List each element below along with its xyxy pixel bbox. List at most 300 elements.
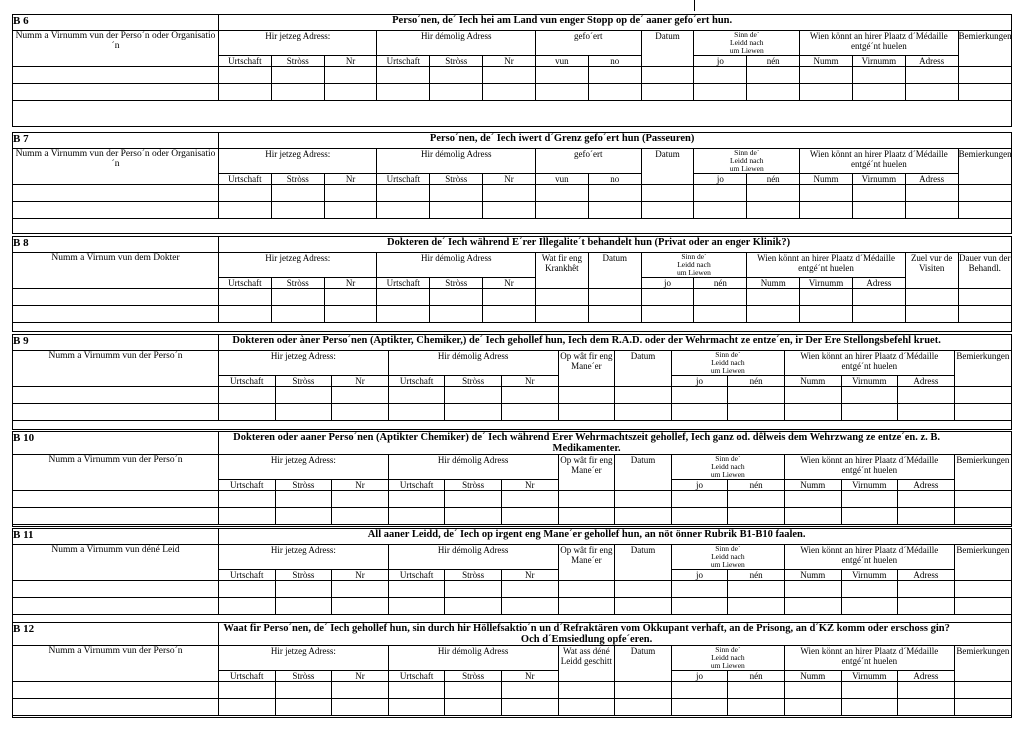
column-header-name: Numm a Virnumm vun der Perso´n xyxy=(13,455,219,491)
cell-street[interactable] xyxy=(445,580,502,597)
cell-locality[interactable] xyxy=(388,403,445,420)
cell-number[interactable] xyxy=(332,682,389,699)
column-header-medal-l2: entgé´nt huelen xyxy=(798,262,854,273)
cell-street[interactable] xyxy=(445,508,502,525)
cell-date[interactable] xyxy=(615,386,672,403)
cell-locality[interactable] xyxy=(219,403,276,420)
cell-surname[interactable] xyxy=(800,83,853,100)
cell-number[interactable] xyxy=(501,597,558,614)
cell-firstname[interactable] xyxy=(852,201,905,218)
cell-locality[interactable] xyxy=(388,682,445,699)
column-header-medal-l1: Wien könnt an hirer Plaatz d´Médaille xyxy=(809,148,948,159)
cell-street[interactable] xyxy=(271,305,324,322)
cell-locality[interactable] xyxy=(219,201,272,218)
cell-illness[interactable] xyxy=(535,305,588,322)
cell-yes[interactable] xyxy=(641,288,694,305)
cell-no[interactable] xyxy=(728,491,785,508)
subheader-surname: Numm xyxy=(800,55,853,66)
cell-name[interactable] xyxy=(13,508,219,525)
table-row[interactable] xyxy=(13,386,1011,403)
subheader-firstname: Virnumm xyxy=(852,173,905,184)
cell-locality[interactable] xyxy=(219,83,272,100)
cell-locality[interactable] xyxy=(219,288,272,305)
cell-address[interactable] xyxy=(898,580,955,597)
cell-yes[interactable] xyxy=(671,508,728,525)
cell-date[interactable] xyxy=(615,580,672,597)
cell-to[interactable] xyxy=(588,184,641,201)
cell-firstname[interactable] xyxy=(841,403,898,420)
subheader-number: Nr xyxy=(501,569,558,580)
column-header-current-address: Hir jetzeg Adress: xyxy=(219,350,389,375)
cell-yes[interactable] xyxy=(694,184,747,201)
cell-locality[interactable] xyxy=(377,305,430,322)
cell-address[interactable] xyxy=(905,184,958,201)
table-row[interactable] xyxy=(13,699,1011,716)
cell-remarks[interactable] xyxy=(958,201,1011,218)
column-header-medal-l1: Wien könnt an hirer Plaatz d´Médaille xyxy=(809,30,948,41)
cell-street[interactable] xyxy=(430,83,483,100)
cell-number[interactable] xyxy=(501,580,558,597)
subheader-from: vun xyxy=(535,55,588,66)
cell-manner[interactable] xyxy=(558,508,615,525)
cell-date[interactable] xyxy=(615,682,672,699)
page-tick-mark xyxy=(694,0,695,11)
cell-remarks[interactable] xyxy=(958,184,1011,201)
cell-no[interactable] xyxy=(694,288,747,305)
cell-locality[interactable] xyxy=(219,491,276,508)
column-header-former-address: Hir démolig Adress xyxy=(388,646,558,671)
cell-number[interactable] xyxy=(483,305,536,322)
cell-number[interactable] xyxy=(483,83,536,100)
cell-yes[interactable] xyxy=(671,699,728,716)
cell-manner[interactable] xyxy=(558,491,615,508)
subheader-number: Nr xyxy=(332,569,389,580)
cell-name[interactable] xyxy=(13,403,219,420)
subheader-number: Nr xyxy=(324,277,377,288)
cell-name[interactable] xyxy=(13,66,219,83)
cell-name[interactable] xyxy=(13,288,219,305)
cell-firstname[interactable] xyxy=(841,580,898,597)
subheader-no: nén xyxy=(728,375,785,386)
cell-street[interactable] xyxy=(430,184,483,201)
cell-street[interactable] xyxy=(275,699,332,716)
column-header-died-l2: Leidd nach xyxy=(730,155,764,165)
column-header-died-l3: um Liewen xyxy=(676,267,711,277)
cell-no[interactable] xyxy=(728,403,785,420)
column-header-died-l2: Leidd nach xyxy=(730,37,764,47)
cell-firstname[interactable] xyxy=(852,66,905,83)
cell-yes[interactable] xyxy=(671,491,728,508)
table-row[interactable] xyxy=(13,508,1011,525)
cell-no[interactable] xyxy=(728,597,785,614)
cell-surname[interactable] xyxy=(800,201,853,218)
cell-name[interactable] xyxy=(13,580,219,597)
cell-name[interactable] xyxy=(13,83,219,100)
cell-to[interactable] xyxy=(588,83,641,100)
column-header-remarks: Bemierkungen xyxy=(954,455,1011,491)
cell-date[interactable] xyxy=(641,66,694,83)
cell-address[interactable] xyxy=(898,491,955,508)
cell-number[interactable] xyxy=(501,491,558,508)
subheader-locality: Urtschaft xyxy=(219,277,272,288)
cell-no[interactable] xyxy=(747,201,800,218)
cell-surname[interactable] xyxy=(784,403,841,420)
cell-surname[interactable] xyxy=(784,699,841,716)
subheader-locality: Urtschaft xyxy=(388,671,445,682)
cell-yes[interactable] xyxy=(671,682,728,699)
cell-locality[interactable] xyxy=(388,580,445,597)
table-row[interactable] xyxy=(13,597,1011,614)
column-header-name: Numm a Virnumm vun der Perso´n xyxy=(13,350,219,386)
table-row[interactable] xyxy=(13,682,1011,699)
cell-no[interactable] xyxy=(747,184,800,201)
subheader-number: Nr xyxy=(332,671,389,682)
cell-what-happened[interactable] xyxy=(558,699,615,716)
cell-street[interactable] xyxy=(430,201,483,218)
cell-number[interactable] xyxy=(332,491,389,508)
cell-street[interactable] xyxy=(430,66,483,83)
cell-name[interactable] xyxy=(13,386,219,403)
cell-firstname[interactable] xyxy=(841,386,898,403)
column-header-name: Numm a Virnum vun dem Dokter xyxy=(13,252,219,288)
column-header-remarks: Bemierkungen xyxy=(954,646,1011,682)
section-b9 xyxy=(12,334,1012,430)
cell-number[interactable] xyxy=(501,403,558,420)
cell-yes[interactable] xyxy=(671,386,728,403)
subheader-surname: Numm xyxy=(747,277,800,288)
cell-remarks[interactable] xyxy=(954,682,1011,699)
cell-no[interactable] xyxy=(728,682,785,699)
cell-street[interactable] xyxy=(275,580,332,597)
cell-locality[interactable] xyxy=(219,305,272,322)
cell-date[interactable] xyxy=(641,83,694,100)
cell-to[interactable] xyxy=(588,201,641,218)
cell-name[interactable] xyxy=(13,682,219,699)
cell-street[interactable] xyxy=(271,288,324,305)
cell-street[interactable] xyxy=(430,288,483,305)
cell-street[interactable] xyxy=(445,597,502,614)
cell-street[interactable] xyxy=(275,682,332,699)
cell-locality[interactable] xyxy=(377,201,430,218)
cell-number[interactable] xyxy=(324,66,377,83)
cell-name[interactable] xyxy=(13,699,219,716)
cell-remarks[interactable] xyxy=(954,580,1011,597)
cell-locality[interactable] xyxy=(219,699,276,716)
cell-remarks[interactable] xyxy=(954,508,1011,525)
subheader-firstname: Virnumm xyxy=(841,375,898,386)
cell-no[interactable] xyxy=(728,580,785,597)
column-header-name: Numm a Virnumm vun der Perso´n oder Organisatio´n xyxy=(13,148,219,184)
subheader-street: Stròss xyxy=(275,569,332,580)
cell-locality[interactable] xyxy=(388,699,445,716)
column-header-illness: Wat fir eng Krankhêt xyxy=(535,252,588,288)
cell-yes[interactable] xyxy=(694,201,747,218)
subheader-street: Stròss xyxy=(430,277,483,288)
table-row[interactable] xyxy=(13,184,1011,201)
cell-name[interactable] xyxy=(13,201,219,218)
column-header-died-l1: Sinn de´ xyxy=(734,147,760,157)
cell-street[interactable] xyxy=(275,508,332,525)
cell-illness[interactable] xyxy=(535,288,588,305)
cell-remarks[interactable] xyxy=(958,83,1011,100)
cell-firstname[interactable] xyxy=(852,83,905,100)
cell-street[interactable] xyxy=(275,386,332,403)
cell-name[interactable] xyxy=(13,491,219,508)
cell-no[interactable] xyxy=(747,66,800,83)
column-header-died-l3: um Liewen xyxy=(710,470,745,479)
cell-street[interactable] xyxy=(275,403,332,420)
cell-surname[interactable] xyxy=(747,305,800,322)
cell-street[interactable] xyxy=(445,682,502,699)
cell-address[interactable] xyxy=(905,66,958,83)
column-header-died-l1: Sinn de´ xyxy=(715,543,741,553)
cell-number[interactable] xyxy=(324,184,377,201)
cell-to[interactable] xyxy=(588,66,641,83)
cell-number[interactable] xyxy=(501,682,558,699)
cell-no[interactable] xyxy=(747,83,800,100)
cell-date[interactable] xyxy=(641,184,694,201)
cell-surname[interactable] xyxy=(800,66,853,83)
cell-no[interactable] xyxy=(728,386,785,403)
cell-locality[interactable] xyxy=(219,184,272,201)
cell-yes[interactable] xyxy=(671,597,728,614)
subheader-to: no xyxy=(588,55,641,66)
cell-number[interactable] xyxy=(501,386,558,403)
section-b7 xyxy=(12,132,1012,234)
cell-locality[interactable] xyxy=(377,83,430,100)
cell-firstname[interactable] xyxy=(800,288,853,305)
cell-surname[interactable] xyxy=(784,508,841,525)
cell-locality[interactable] xyxy=(388,386,445,403)
column-header-medal-l1: Wien könnt an hirer Plaatz d´Médaille xyxy=(800,455,939,465)
cell-address[interactable] xyxy=(898,403,955,420)
cell-no[interactable] xyxy=(728,699,785,716)
cell-treatment-duration[interactable] xyxy=(958,305,1011,322)
cell-street[interactable] xyxy=(445,699,502,716)
cell-street[interactable] xyxy=(445,386,502,403)
cell-locality[interactable] xyxy=(377,66,430,83)
cell-address[interactable] xyxy=(905,83,958,100)
cell-manner[interactable] xyxy=(558,597,615,614)
cell-name[interactable] xyxy=(13,184,219,201)
cell-visit-count[interactable] xyxy=(905,305,958,322)
subheader-street: Stròss xyxy=(445,480,502,491)
cell-firstname[interactable] xyxy=(852,184,905,201)
column-header-died-l3: um Liewen xyxy=(729,163,764,173)
cell-street[interactable] xyxy=(275,597,332,614)
cell-date[interactable] xyxy=(615,403,672,420)
cell-street[interactable] xyxy=(445,491,502,508)
subheader-no: nén xyxy=(747,173,800,184)
cell-number[interactable] xyxy=(332,386,389,403)
cell-remarks[interactable] xyxy=(954,597,1011,614)
cell-address[interactable] xyxy=(898,682,955,699)
table-row[interactable] xyxy=(13,491,1011,508)
cell-date[interactable] xyxy=(615,699,672,716)
subheader-firstname: Virnumm xyxy=(852,55,905,66)
section-b6 xyxy=(12,14,1012,127)
cell-what-happened[interactable] xyxy=(558,682,615,699)
cell-surname[interactable] xyxy=(784,597,841,614)
cell-no[interactable] xyxy=(694,305,747,322)
cell-number[interactable] xyxy=(332,508,389,525)
cell-yes[interactable] xyxy=(694,83,747,100)
cell-treatment-duration[interactable] xyxy=(958,288,1011,305)
cell-firstname[interactable] xyxy=(800,305,853,322)
section-id: B 10 xyxy=(13,432,219,455)
cell-date[interactable] xyxy=(588,305,641,322)
cell-street[interactable] xyxy=(271,184,324,201)
column-header-transported: gefo´ert xyxy=(535,148,641,173)
subheader-firstname: Virnumm xyxy=(841,671,898,682)
column-header-current-address: Hir jetzeg Adress: xyxy=(219,252,377,277)
cell-from[interactable] xyxy=(535,201,588,218)
cell-street[interactable] xyxy=(271,66,324,83)
subheader-surname: Numm xyxy=(800,173,853,184)
cell-date[interactable] xyxy=(615,491,672,508)
cell-firstname[interactable] xyxy=(841,491,898,508)
subheader-number: Nr xyxy=(483,277,536,288)
table-row[interactable] xyxy=(13,403,1011,420)
subheader-locality: Urtschaft xyxy=(388,569,445,580)
column-header-what-happened: Wat ass déné Leidd geschitt xyxy=(558,646,615,682)
subheader-street: Stròss xyxy=(271,55,324,66)
cell-number[interactable] xyxy=(332,597,389,614)
cell-number[interactable] xyxy=(324,83,377,100)
column-header-current-address: Hir jetzeg Adress: xyxy=(219,30,377,55)
cell-date[interactable] xyxy=(641,201,694,218)
cell-firstname[interactable] xyxy=(841,699,898,716)
cell-locality[interactable] xyxy=(219,580,276,597)
cell-number[interactable] xyxy=(324,305,377,322)
cell-locality[interactable] xyxy=(219,508,276,525)
column-header-medal-l1: Wien könnt an hirer Plaatz d´Médaille xyxy=(800,544,939,555)
cell-address[interactable] xyxy=(898,699,955,716)
cell-number[interactable] xyxy=(332,699,389,716)
cell-locality[interactable] xyxy=(388,597,445,614)
cell-name[interactable] xyxy=(13,305,219,322)
subheader-yes: jo xyxy=(671,480,728,491)
section-title: Perso´nen, de´ Iech hei am Land vun enger Stopp op de´ aaner gefo´ert hun. xyxy=(219,15,906,30)
cell-locality[interactable] xyxy=(388,491,445,508)
cell-name[interactable] xyxy=(13,597,219,614)
cell-manner[interactable] xyxy=(558,580,615,597)
cell-from[interactable] xyxy=(535,83,588,100)
cell-manner[interactable] xyxy=(558,386,615,403)
cell-remarks[interactable] xyxy=(954,491,1011,508)
cell-date[interactable] xyxy=(588,288,641,305)
cell-street[interactable] xyxy=(275,491,332,508)
column-header-date: Datum xyxy=(615,544,672,580)
cell-surname[interactable] xyxy=(800,184,853,201)
cell-number[interactable] xyxy=(332,580,389,597)
table-row[interactable] xyxy=(13,305,1011,322)
cell-address[interactable] xyxy=(898,508,955,525)
cell-yes[interactable] xyxy=(671,403,728,420)
cell-address[interactable] xyxy=(852,305,905,322)
table-row[interactable] xyxy=(13,580,1011,597)
cell-locality[interactable] xyxy=(377,288,430,305)
table-row[interactable] xyxy=(13,83,1011,100)
cell-remarks[interactable] xyxy=(954,403,1011,420)
cell-address[interactable] xyxy=(905,201,958,218)
cell-remarks[interactable] xyxy=(958,66,1011,83)
cell-manner[interactable] xyxy=(558,403,615,420)
cell-street[interactable] xyxy=(445,403,502,420)
column-header-died-l2: Leidd nach xyxy=(677,259,711,269)
subheader-locality: Urtschaft xyxy=(219,375,276,386)
cell-firstname[interactable] xyxy=(841,682,898,699)
cell-locality[interactable] xyxy=(377,184,430,201)
subheader-street: Stròss xyxy=(275,375,332,386)
cell-number[interactable] xyxy=(324,288,377,305)
column-header-died-l1: Sinn de´ xyxy=(715,349,741,359)
cell-date[interactable] xyxy=(615,508,672,525)
table-row[interactable] xyxy=(13,201,1011,218)
cell-from[interactable] xyxy=(535,66,588,83)
cell-surname[interactable] xyxy=(784,386,841,403)
cell-surname[interactable] xyxy=(784,580,841,597)
cell-yes[interactable] xyxy=(641,305,694,322)
table-row[interactable] xyxy=(13,66,1011,83)
cell-number[interactable] xyxy=(483,66,536,83)
subheader-locality: Urtschaft xyxy=(377,55,430,66)
cell-no[interactable] xyxy=(728,508,785,525)
cell-firstname[interactable] xyxy=(841,597,898,614)
subheader-number: Nr xyxy=(324,55,377,66)
cell-surname[interactable] xyxy=(784,491,841,508)
cell-from[interactable] xyxy=(535,184,588,201)
cell-number[interactable] xyxy=(332,403,389,420)
subheader-street: Stròss xyxy=(445,375,502,386)
cell-locality[interactable] xyxy=(219,597,276,614)
cell-number[interactable] xyxy=(501,508,558,525)
column-header-died-l3: um Liewen xyxy=(710,365,745,375)
cell-number[interactable] xyxy=(324,201,377,218)
section-id: B 9 xyxy=(13,335,219,350)
cell-locality[interactable] xyxy=(388,508,445,525)
cell-street[interactable] xyxy=(271,201,324,218)
cell-street[interactable] xyxy=(430,305,483,322)
cell-number[interactable] xyxy=(483,201,536,218)
cell-remarks[interactable] xyxy=(954,386,1011,403)
cell-number[interactable] xyxy=(501,699,558,716)
cell-number[interactable] xyxy=(483,184,536,201)
cell-street[interactable] xyxy=(271,83,324,100)
cell-date[interactable] xyxy=(615,597,672,614)
cell-number[interactable] xyxy=(483,288,536,305)
cell-locality[interactable] xyxy=(219,682,276,699)
cell-locality[interactable] xyxy=(219,66,272,83)
cell-surname[interactable] xyxy=(784,682,841,699)
cell-remarks[interactable] xyxy=(954,699,1011,716)
cell-locality[interactable] xyxy=(219,386,276,403)
cell-visit-count[interactable] xyxy=(905,288,958,305)
cell-yes[interactable] xyxy=(671,580,728,597)
cell-surname[interactable] xyxy=(747,288,800,305)
cell-address[interactable] xyxy=(852,288,905,305)
column-header-died-l2: Leidd nach xyxy=(711,462,745,471)
column-header-died-l1: Sinn de´ xyxy=(715,645,741,654)
cell-firstname[interactable] xyxy=(841,508,898,525)
column-header-name: Numm a Virnumm vun der Perso´n xyxy=(13,646,219,682)
cell-address[interactable] xyxy=(898,386,955,403)
cell-address[interactable] xyxy=(898,597,955,614)
subheader-street: Stròss xyxy=(430,55,483,66)
cell-yes[interactable] xyxy=(694,66,747,83)
table-row[interactable] xyxy=(13,288,1011,305)
subheader-number: Nr xyxy=(332,480,389,491)
